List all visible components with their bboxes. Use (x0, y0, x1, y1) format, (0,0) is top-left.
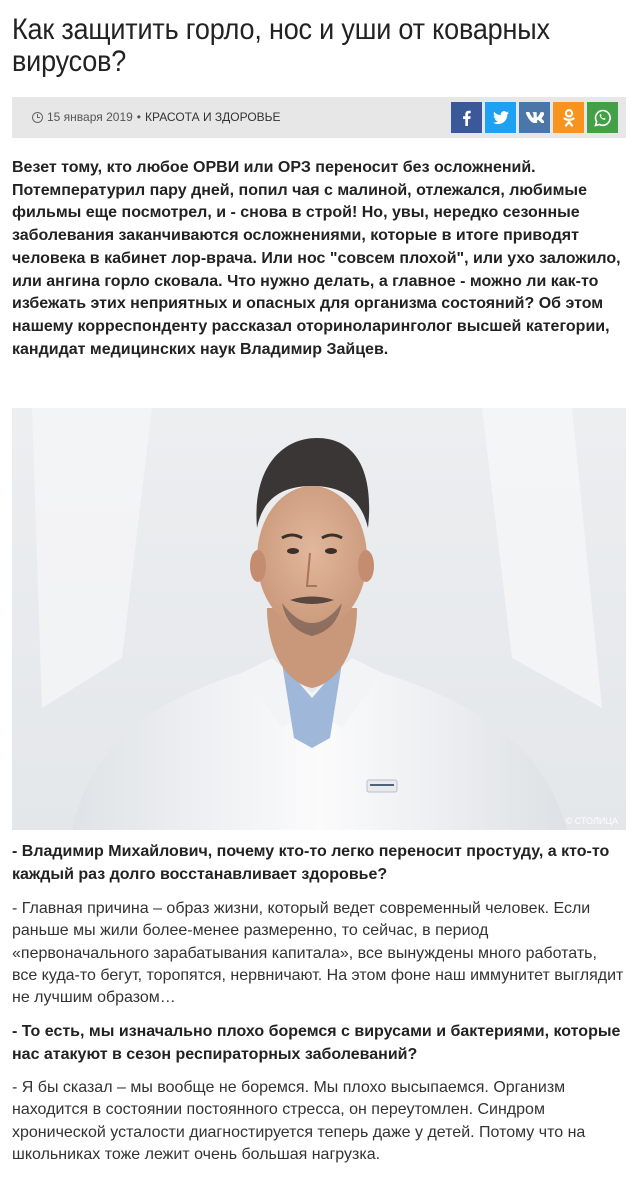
interview-question-2: - То есть, мы изначально плохо боремся с вирусами и бактериями, которые нас атакуют в сезон респираторных заболеваний? (12, 1023, 621, 1063)
share-buttons (451, 102, 618, 133)
article (12, 0, 626, 1163)
article-title: Как защитить горло, нос и уши от коварных вирусов? (12, 13, 550, 78)
interview-answer-2: - Я бы сказал – мы вообще не боремся. Мы плохо высыпаемся. Организм находится в состоянии постоянного стресса, он переутомлен. Синдром хронической усталости диагностируется теперь даже у детей. Потому что на школьниках тоже лежит очень большая нагрузка. (12, 1079, 586, 1163)
whatsapp-icon (594, 109, 612, 127)
twitter-icon (493, 111, 509, 125)
clock-icon (32, 112, 43, 123)
vk-share-button[interactable] (519, 102, 550, 133)
interview-question-1: - Владимир Михайлович, почему кто-то легко переносит простуду, а кто-то каждый раз долго восстанавливает здоровье? (12, 843, 610, 883)
odnoklassniki-share-button[interactable] (553, 102, 584, 133)
doctor-portrait-image (12, 408, 626, 830)
vk-icon (526, 112, 544, 123)
article-meta-info (32, 110, 281, 124)
photo-credit: © СТОЛИЦА (565, 816, 618, 826)
whatsapp-share-button[interactable] (587, 102, 618, 133)
facebook-icon (460, 110, 474, 126)
category-link[interactable]: КРАСОТА И ЗДОРОВЬЕ (145, 110, 281, 124)
interview-answer-1: - Главная причина – образ жизни, который ведет современный человек. Если раньше мы жили более-менее размеренно, то сейчас, в период «первоначального зарабатывания капитала», все вынуждены много работать, все куда-то бегут, торопятся, нервничают. На этом фоне наш иммунитет выглядит не лучшим образом… (12, 900, 624, 1007)
twitter-share-button[interactable] (485, 102, 516, 133)
article-photo (12, 408, 626, 830)
article-meta-bar (12, 97, 626, 138)
odnoklassniki-icon (563, 109, 575, 127)
facebook-share-button[interactable] (451, 102, 482, 133)
article-lead: Везет тому, кто любое ОРВИ или ОРЗ переносит без осложнений. Потемпературил пару дней, попил чая с малиной, отлежался, любимые фильмы еще посмотрел, и - снова в строй! Но, увы, нередко сезонные заболевания заканчиваются осложнениями, которые в итоге приводят человека в кабинет лор-врача. Или нос "совсем плохой", или ухо заложило, или ангина горло сковала. Что нужно делать, а главное - можно ли как-то избежать этих неприятных и опасных для организма состояний? Об этом нашему корреспонденту рассказал оториноларинголог высшей категории, кандидат медицинских наук Владимир Зайцев. (12, 159, 621, 358)
meta-separator: • (136, 110, 141, 124)
publish-date: 15 января 2019 (47, 110, 133, 124)
